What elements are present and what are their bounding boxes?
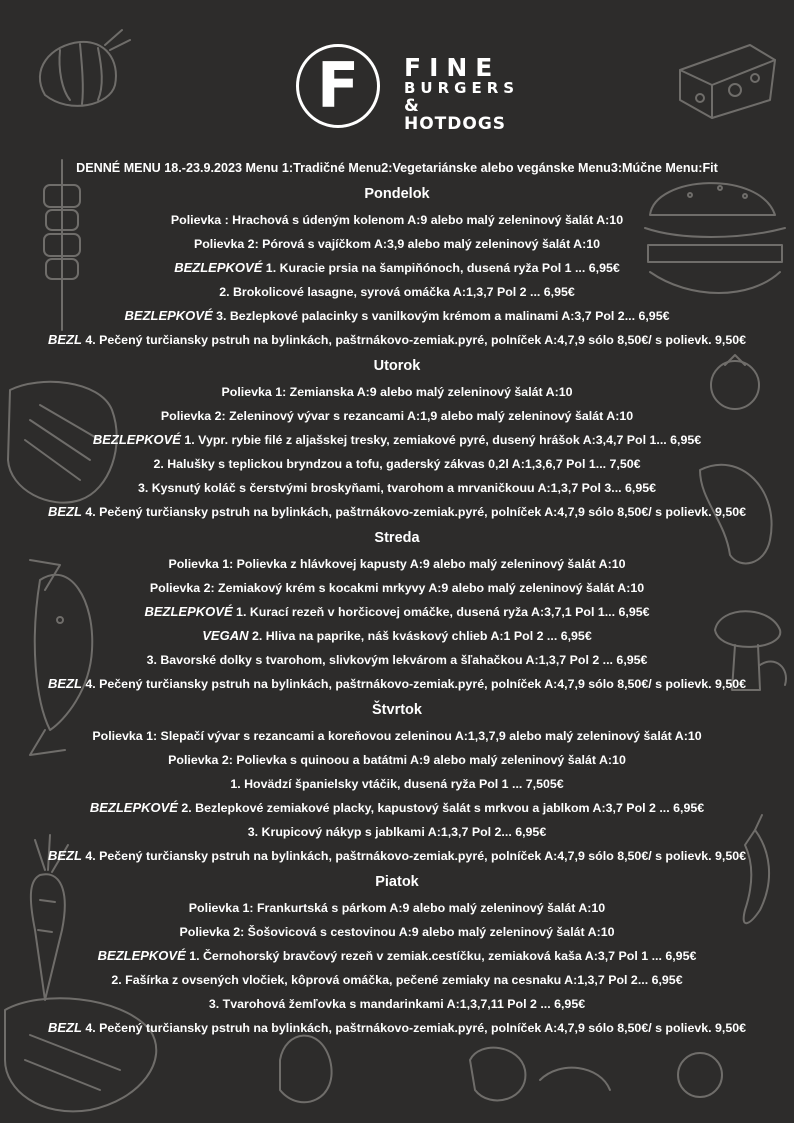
vegetables-doodle	[280, 1036, 722, 1103]
menu-item-text: 3. Kysnutý koláč s čerstvými broskyňami, tvarohom a mrvaničkouu A:1,3,7 Pol 3... 6,95€	[137, 481, 657, 495]
menu-item	[0, 724, 794, 748]
menu-item	[0, 844, 794, 868]
menu-item-text: 3. Bezlepkové palacinky s vanilkovým krémom a malinami A:3,7 Pol 2... 6,95€	[212, 309, 670, 323]
menu-item-text: Polievka 1: Zemianska A:9 alebo malý zeleninový šalát A:10	[221, 385, 573, 399]
menu-item	[0, 256, 794, 280]
menu-item	[0, 208, 794, 232]
logo-line-burgers: BURGERS	[404, 79, 520, 97]
logo-mark: F	[316, 49, 360, 122]
menu-item-text: Polievka 2: Zeleninový vývar s rezancami A:1,9 alebo malý zeleninový šalát A:10	[160, 409, 634, 423]
menu-item	[0, 304, 794, 328]
day-heading: Piatok	[375, 874, 419, 890]
diet-tag: BEZLEPKOVÉ	[124, 308, 213, 323]
menu-item-text: 3. Tvarohová žemľovka s mandarinkami A:1,3,7,11 Pol 2 ... 6,95€	[208, 997, 586, 1011]
menu-header: DENNÉ MENU 18.-23.9.2023 Menu 1:Tradičné Menu2:Vegetariánske alebo vegánske Menu3:Múčne Menu:Fit	[76, 161, 718, 175]
menu-item-text: 2. Bezlepkové zemiakové placky, kapustový šalát s mrkvou a jablkom A:3,7 Pol 2 ... 6,95€	[177, 801, 705, 815]
menu-item-text: 3. Krupicový nákyp s jablkami A:1,3,7 Pol 2... 6,95€	[247, 825, 547, 839]
diet-tag: BEZLEPKOVÉ	[92, 432, 181, 447]
menu-item	[0, 896, 794, 920]
day-heading: Utorok	[373, 358, 421, 374]
menu-item-text: 2. Fašírka z ovsených vločiek, kôprová omáčka, pečené zemiaky na cesnaku A:1,3,7 Pol 2... 6,95€	[111, 973, 683, 987]
menu-item-text: 1. Hovädzí španielsky vtáčik, dusená ryža Pol 1 ... 7,505€	[230, 777, 564, 791]
menu-item-text: 1. Vypr. rybie filé z aljašskej tresky, zemiakové pyré, dusený hrášok A:3,4,7 Pol 1... 6,95€	[180, 433, 702, 447]
menu-item	[0, 748, 794, 772]
menu-item-text: Polievka 2: Zemiakový krém s kocakmi mrkyvy A:9 alebo malý zeleninový šalát A:10	[149, 581, 645, 595]
menu-item-text: 4. Pečený turčiansky pstruh na bylinkách, paštrnákovo-zemiak.pyré, polníček A:4,7,9 sólo 8,50€/ s polievk. 9,50€	[81, 1021, 747, 1035]
menu-item-text: 4. Pečený turčiansky pstruh na bylinkách, paštrnákovo-zemiak.pyré, polníček A:4,7,9 sólo 8,50€/ s polievk. 9,50€	[81, 333, 747, 347]
menu-item	[0, 772, 794, 796]
menu-item	[0, 280, 794, 304]
day-heading: Pondelok	[364, 186, 430, 202]
menu-item	[0, 404, 794, 428]
menu-item	[0, 380, 794, 404]
menu-item-text: 2. Brokolicové lasagne, syrová omáčka A:1,3,7 Pol 2 ... 6,95€	[219, 285, 575, 299]
menu-item	[0, 944, 794, 968]
menu-item	[0, 796, 794, 820]
menu-item-text: Polievka 1: Frankurtská s párkom A:9 alebo malý zeleninový šalát A:10	[188, 901, 606, 915]
diet-tag: BEZLEPKOVÉ	[97, 948, 186, 963]
menu-item	[0, 1016, 794, 1040]
diet-tag: BEZLEPKOVÉ	[144, 604, 233, 619]
menu-item	[0, 500, 794, 524]
menu-item	[0, 552, 794, 576]
menu-item-text: 4. Pečený turčiansky pstruh na bylinkách, paštrnákovo-zemiak.pyré, polníček A:4,7,9 sólo 8,50€/ s polievk. 9,50€	[81, 505, 747, 519]
menu-item-text: 3. Bavorské dolky s tvarohom, slivkovým lekvárom a šľahačkou A:1,3,7 Pol 2 ... 6,95€	[146, 653, 648, 667]
menu-item-text: Polievka 1: Slepačí vývar s rezancami a koreňovou zeleninou A:1,3,7,9 alebo malý zeleninový šalát A:10	[92, 729, 702, 743]
menu-item	[0, 428, 794, 452]
daily-menu	[0, 156, 794, 1040]
diet-tag: BEZL	[47, 848, 82, 863]
menu-item-text: Polievka 2: Polievka s quinoou a batátmi A:9 alebo malý zeleninový šalát A:10	[168, 753, 626, 767]
menu-item	[0, 476, 794, 500]
menu-item-text: Polievka 1: Polievka z hlávkovej kapusty A:9 alebo malý zeleninový šalát A:10	[168, 557, 626, 571]
menu-item-text: 4. Pečený turčiansky pstruh na bylinkách, paštrnákovo-zemiak.pyré, polníček A:4,7,9 sólo 8,50€/ s polievk. 9,50€	[81, 677, 747, 691]
menu-item	[0, 576, 794, 600]
diet-tag: BEZLEPKOVÉ	[174, 260, 263, 275]
menu-item	[0, 232, 794, 256]
menu-item	[0, 600, 794, 624]
day-heading: Streda	[374, 530, 420, 546]
menu-item-text: 1. Kurací rezeň v horčicovej omáčke, dusená ryža A:3,7,1 Pol 1... 6,95€	[232, 605, 650, 619]
logo-wordmark	[404, 53, 520, 134]
diet-tag: BEZL	[47, 1020, 82, 1035]
logo-line-hotdogs: & HOTDOGS	[404, 96, 507, 134]
diet-tag: VEGAN	[202, 628, 249, 643]
diet-tag: BEZL	[47, 676, 82, 691]
menu-item-text: 2. Halušky s teplickou bryndzou a tofu, gaderský zákvas 0,2l A:1,3,6,7 Pol 1... 7,50€	[153, 457, 641, 471]
menu-item	[0, 920, 794, 944]
menu-item-text: 1. Černohorský bravčový rezeň v zemiak.cestíčku, zemiaková kaša A:3,7 Pol 1 ... 6,95€	[185, 949, 697, 963]
brand-logo	[296, 44, 520, 134]
diet-tag: BEZL	[47, 332, 82, 347]
cheese-doodle	[680, 45, 775, 118]
menu-item-text: 2. Hliva na paprike, náš kváskový chlieb A:1 Pol 2 ... 6,95€	[248, 629, 592, 643]
menu-item	[0, 672, 794, 696]
menu-item	[0, 992, 794, 1016]
menu-item-text: 4. Pečený turčiansky pstruh na bylinkách, paštrnákovo-zemiak.pyré, polníček A:4,7,9 sólo 8,50€/ s polievk. 9,50€	[81, 849, 747, 863]
menu-item	[0, 820, 794, 844]
day-heading: Štvrtok	[372, 702, 422, 718]
menu-item-text: Polievka : Hrachová s údeným kolenom A:9 alebo malý zeleninový šalát A:10	[170, 213, 624, 227]
menu-item	[0, 452, 794, 476]
menu-item-text: Polievka 2: Pórová s vajíčkom A:3,9 alebo malý zeleninový šalát A:10	[193, 237, 601, 251]
diet-tag: BEZLEPKOVÉ	[89, 800, 178, 815]
menu-item	[0, 624, 794, 648]
menu-item	[0, 648, 794, 672]
onion-doodle	[40, 30, 130, 106]
diet-tag: BEZL	[47, 504, 82, 519]
menu-item-text: Polievka 2: Šošovicová s cestovinou A:9 alebo malý zeleninový šalát A:10	[179, 925, 615, 939]
logo-line-fine: FINE	[404, 53, 501, 82]
menu-item	[0, 328, 794, 352]
menu-item-text: 1. Kuracie prsia na šampiňónoch, dusená ryža Pol 1 ... 6,95€	[262, 261, 620, 275]
menu-item	[0, 968, 794, 992]
